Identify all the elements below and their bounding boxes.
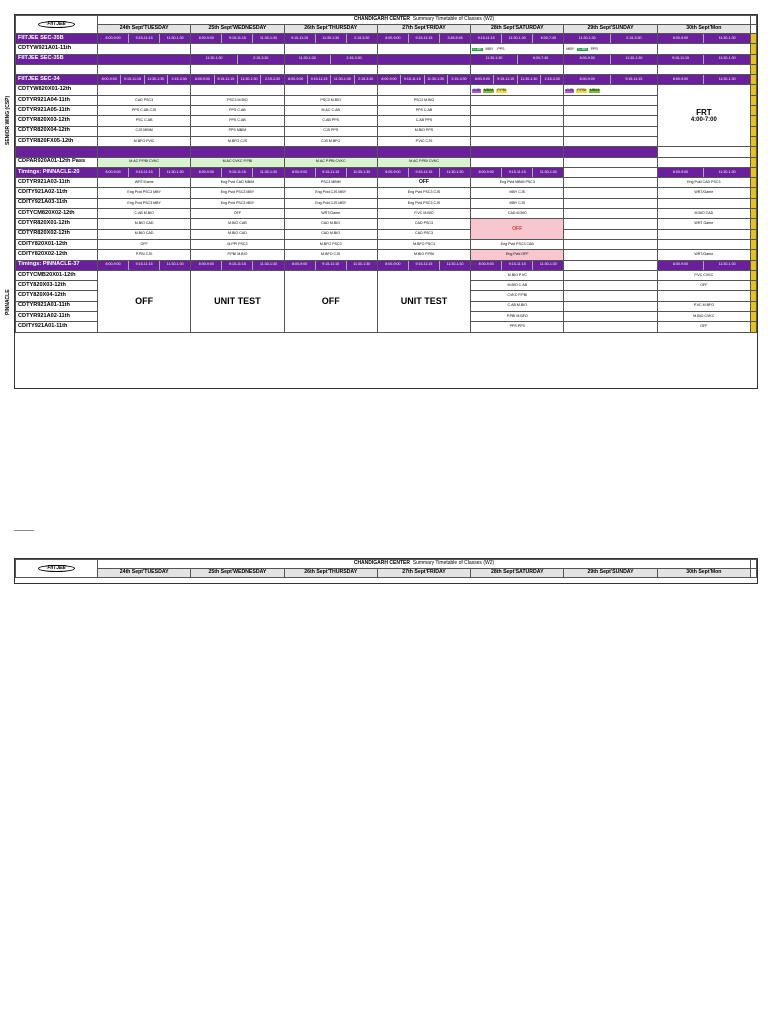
batch-row: CDPAR920A01-12th Pass M.AC P.PBI CVKC M.AC CVKC P.PBI M.AC P.PBI CVKC M.AC P.PBI CVKC xyxy=(16,157,757,167)
day-header: 25th Sept'WEDNESDAY xyxy=(191,569,284,578)
batch-row: CDTYR921A02-11th P.PBI M.BFO M.BIO CVKC xyxy=(16,312,757,322)
timetable-sheet-2 xyxy=(14,558,758,584)
batch-row: CDITY820X02-12th P.PBI CJS P.PBI M.BIO M.BFO CJS M.BIO P.PBI Eng Pvid OFF WRT/Game xyxy=(16,250,757,260)
timing-row: FIITJEE SEC-35B 8:00-9:00 9:15-11:15 11:30-1:30 8:00-9:00 9:15-11:15 11:30-1:30 9:15-11:15 11:30-1:30 2:15-3:30 8:00-9:00 9:15-11:15 3:45-5:45 9:15-11:15 11:30-1:30 6:00-7:45 11:30-1:30 2:15-3:30 8:00-9:00 11:30-1:30 xyxy=(16,34,757,44)
day-header: 26th Sept'THURSDAY xyxy=(284,569,377,578)
batch-row: CDTYR820FX05-12th M.BFO PVIC M.BFO CJS CJS M.BFO P.VIC CJS xyxy=(16,136,757,146)
batch-row: CDTYR820X02-12th M.BIO CAD M.BIO CAD CAD M.BIO CAD PSC3 xyxy=(16,229,757,239)
batch-row: CDTYW921A01-11th C.AB MBY PPS MBY C.AB PPS xyxy=(16,44,757,54)
unit-test-label: UNIT TEST xyxy=(191,270,284,332)
off-label: OFF xyxy=(284,270,377,332)
timing-row: Timings: PINNACLE-20 8:00-9:00 9:15-11:15 11:30-1:30 8:00-9:00 9:15-11:15 11:30-1:30 8:00-9:00 9:15-11:15 11:30-1:30 8:00-9:00 9:15-11:15 11:30-1:30 8:00-9:00 9:15-11:15 11:30-1:30 8:00-9:00 11:30-1:30 xyxy=(16,167,757,177)
fiitjee-logo: FIITJEE xyxy=(16,560,98,578)
day-header: 29th Sept'SUNDAY xyxy=(564,569,657,578)
day-header: 24th Sept'TUESDAY xyxy=(98,569,191,578)
timing-row: Timings: PINNACLE-37 8:00-9:00 9:15-11:15 11:30-1:30 8:00-9:00 9:15-11:15 11:30-1:30 8:00-9:00 9:15-11:15 11:30-1:30 8:00-9:00 9:15-11:15 11:30-1:30 8:00-9:00 9:15-11:15 11:30-1:30 8:00-9:00 11:30-1:30 xyxy=(16,260,757,270)
batch-row: CDITY921A01-11th PPS PPS OFF xyxy=(16,322,757,332)
day-header: 24th Sept'TUESDAY xyxy=(98,25,191,34)
batch-row: CDTYR921A03-11th WRT/Game Eng Pvid CAD MBIM PSC3 MBIM OFF Eng Pvid MBIM PSC3 Eng Pvid CAD PSC3 xyxy=(16,178,757,188)
off-label: OFF xyxy=(98,270,191,332)
day-header: 27th Sept'FRIDAY xyxy=(377,569,470,578)
timetable-sheet-1 xyxy=(5,14,758,389)
day-header: 28th Sept'SATURDAY xyxy=(471,569,564,578)
day-header: 27th Sept'FRIDAY xyxy=(377,25,470,34)
batch-row: CDTY820X04-12th CVKC P.PBI xyxy=(16,291,757,301)
batch-row: CDTYW820X01-12th CJS MBIM P.PBI CJS P.PBI MBIM FRT 4:00-7:00 xyxy=(16,85,757,95)
day-header: 30th Sept'Mon xyxy=(657,569,750,578)
day-header: 26th Sept'THURSDAY xyxy=(284,25,377,34)
day-header: 30th Sept'Mon xyxy=(657,25,750,34)
sheet-title: CHANDIGARH CENTER Summary Timetable of Classes (W2) xyxy=(98,16,751,25)
timetable-table-2 xyxy=(15,559,757,578)
batch-row: CDITY820X01-12th OFF M.PPI PSC3 M.BFO PSC3 M.BFO PSC3 Eng Pvid PSC3 CAB xyxy=(16,239,757,249)
batch-row: CDTYR921A05-11th PPS C.AB CJS PPS C.AB M.AC C.AB PPS C.AB xyxy=(16,106,757,116)
batch-row: CDTYR921A04-11th CAD PSC3 PSC3 M.BIO PSC3 M.BIO PSC3 M.BIO xyxy=(16,95,757,105)
timing-row: FIITJEE SEC-35B 11:30-1:30 2:15-3:30 11:30-1:30 2:15-3:30 11:30-1:30 6:00-7:45 8:00-9:00 11:30-1:30 9:15-11:15 11:30-1:30 xyxy=(16,54,757,64)
fiitjee-logo: FIITJEE xyxy=(16,16,98,34)
batch-row: CDTYCM820X02-12th C.AB M.BIO OFF WRT/Game P.VC M.BIO CAD M.BIO M.BIO CAD xyxy=(16,209,757,219)
batch-row: CDTYR820X03-12th PSC C.AB PPS C.AB C.AB PPS C.AB PPS xyxy=(16,116,757,126)
batch-row: CDTY820X03-12th M.BIO C.AB OFF xyxy=(16,281,757,291)
day-header: 25th Sept'WEDNESDAY xyxy=(191,25,284,34)
unit-test-label: UNIT TEST xyxy=(377,270,470,332)
sheet-title: CHANDIGARH CENTER Summary Timetable of Classes (W2) xyxy=(98,560,751,569)
frt-block: FRT 4:00-7:00 xyxy=(657,85,750,147)
batch-row: CDITY921A02-11th Eng Pvid PSC3 MBY Eng Pvid PSC3 MBY Eng Pvid CJS MBY Eng Pvid PSC3 CJS MBY CJS WRT/Game xyxy=(16,188,757,198)
timetable-table xyxy=(15,15,757,333)
batch-row: CDTYR820X04-12th CJS MBIM PPS MBIM CJS PPS M.BIO PPS xyxy=(16,126,757,136)
batch-row: CDTYR820X01-12th M.BIO CAD M.BIO CAB CAD M.BIO CAD PSC3 OFF WRT Game xyxy=(16,219,757,229)
page-divider xyxy=(14,530,34,531)
batch-row: CDTYCMB20X01-12th OFF UNIT TEST OFF UNIT TEST M.BIO P.VC P.VC CVKC xyxy=(16,270,757,280)
batch-row: CDTYR921A01-11th C.AB M.BIO P.VC M.BFO xyxy=(16,301,757,311)
day-header: 29th Sept'SUNDAY xyxy=(564,25,657,34)
timing-row: FIITJEE SEC-34 8:00-9:00 9:15-11:15 11:30-1:30 2:15-3:30 8:00-9:00 9:15-11:15 11:30-1:30 2:15-3:30 8:00-9:00 9:15-11:15 11:30-1:30 2:15-3:30 8:00-9:00 9:15-11:15 11:30-1:30 2:15-3:30 8:00-9:00 9:15-11:15 11:30-1:30 2:15-3:30 8:00-9:00 9:15-11:15 8:00-9:00 11:30-1:30 xyxy=(16,75,757,85)
batch-row: CDITY921A03-11th Eng Pvid PSC3 MBY Eng Pvid PSC3 MBY Eng Pvid CJS MBY Eng Pvid PSC3 CJS MBY CJS xyxy=(16,198,757,208)
pinnacle-label: PINNACLE xyxy=(5,289,11,316)
day-header: 28th Sept'SATURDAY xyxy=(471,25,564,34)
senior-wing-label: SENIOR WING (CSP) xyxy=(5,95,11,145)
